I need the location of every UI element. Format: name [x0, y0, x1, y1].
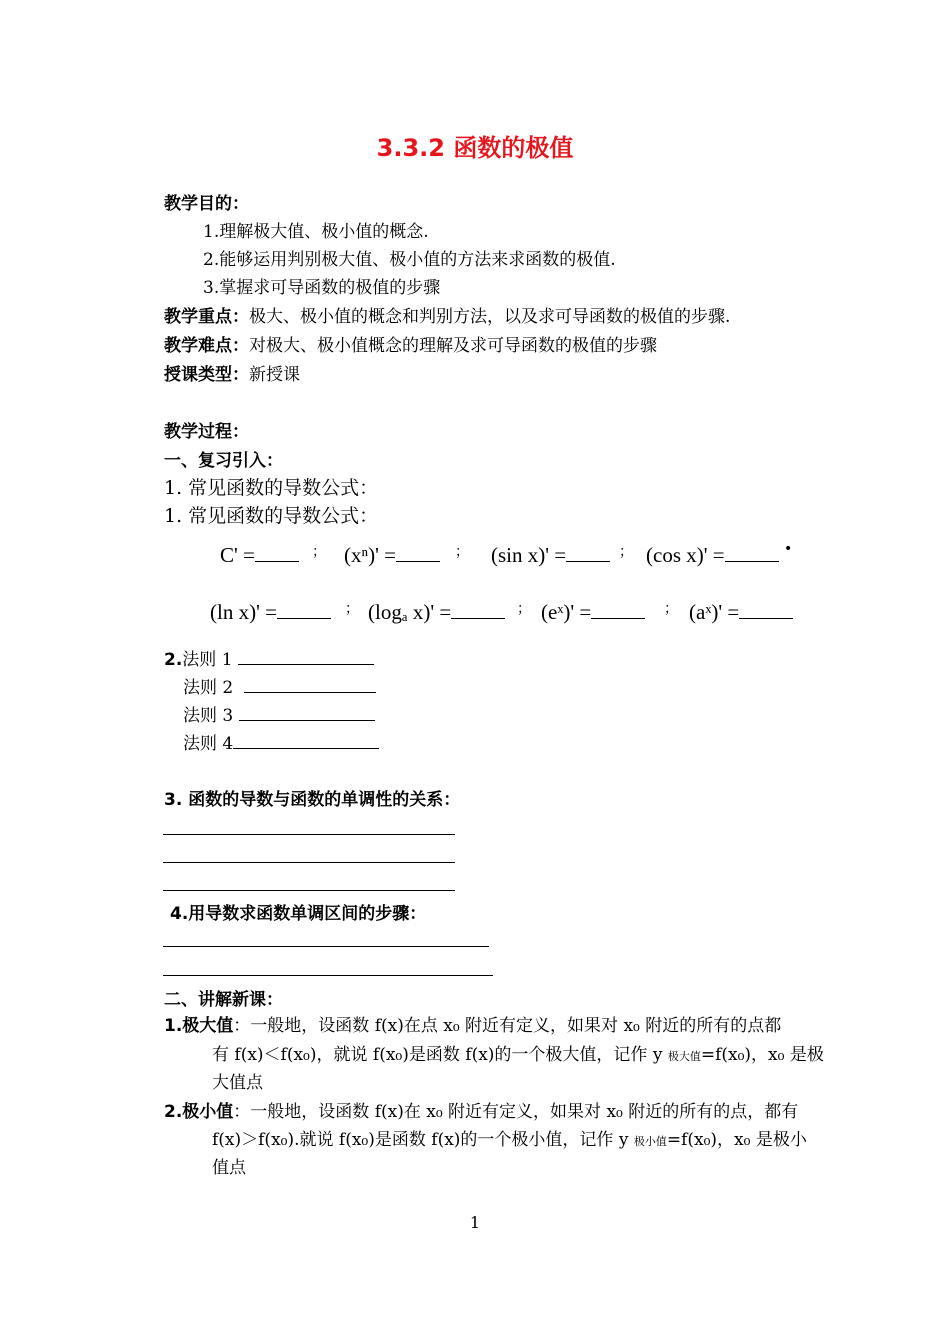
formula-log [368, 600, 505, 625]
formula-ln-text: (ln x)' = [210, 600, 277, 624]
lesson-type-label: 授课类型： [164, 365, 249, 385]
formula-constant [220, 543, 299, 568]
answer-blank [244, 674, 376, 693]
lesson-type [164, 363, 300, 387]
formula-exp [541, 600, 645, 625]
semicolon: ； [345, 601, 359, 617]
rule-line [183, 702, 375, 728]
formula-ln [210, 600, 331, 625]
answer-line [163, 890, 455, 891]
section1-item1-repeat: 1. 常见函数的导数公式： [164, 505, 379, 527]
objective-item: 1.理解极大值、极小值的概念. [203, 222, 429, 242]
answer-blank [566, 543, 610, 562]
rule-label: 法则 1 [182, 650, 233, 670]
min-subscript: 极小值 [633, 1135, 667, 1148]
answer-line [163, 834, 455, 835]
min-label: 2.极小值 [164, 1102, 234, 1122]
rule-label: 法则 3 [183, 706, 234, 726]
semicolon: ； [664, 601, 678, 617]
max-definition-line2 [212, 1043, 824, 1069]
key-point-text: 极大、极小值的概念和判别方法，以及求可导函数的极值的步骤. [249, 307, 731, 327]
min-line1: ：一般地，设函数 f(x)在 x₀ 附近有定义，如果对 x₀ 附近的所有的点，都有 [233, 1102, 799, 1122]
rule-line [183, 674, 376, 700]
max-line2-a: 有 f(x)＜f(x₀)，就说 f(x₀)是函数 f(x)的一个极大值，记作 y [212, 1045, 668, 1065]
min-line2-a: f(x)＞f(x₀).就说 f(x₀)是函数 f(x)的一个极小值，记作 y [212, 1130, 634, 1150]
answer-blank [233, 730, 379, 749]
difficulty-label: 教学难点： [164, 336, 249, 356]
semicolon: ； [312, 544, 326, 560]
answer-blank [451, 600, 505, 619]
difficulty-text: 对极大、极小值概念的理解及求可导函数的极值的步骤 [249, 336, 657, 356]
key-point-label: 教学重点： [164, 307, 249, 327]
formula-sin [491, 543, 610, 568]
objectives-heading: 教学目的： [164, 194, 249, 214]
objective-item: 2.能够运用判别极大值、极小值的方法来求函数的极值. [203, 250, 616, 270]
semicolon: ； [517, 601, 531, 617]
section1-item3: 3. 函数的导数与函数的单调性的关系： [164, 790, 461, 810]
max-line2-b: =f(x₀)，x₀ 是极 [700, 1045, 824, 1065]
formula-cos [646, 543, 779, 568]
rule-line [183, 730, 379, 756]
max-subscript: 极大值 [667, 1050, 701, 1063]
page-title: 3.3.2 函数的极值 [376, 134, 574, 162]
formula-exp-text: (eˣ)' = [541, 600, 592, 624]
key-point [164, 305, 730, 329]
answer-line [163, 975, 493, 976]
answer-blank [739, 600, 793, 619]
answer-line [163, 946, 489, 947]
process-heading: 教学过程： [164, 422, 249, 442]
formula-ax-text: (aˣ)' = [689, 600, 740, 624]
section2-heading: 二、讲解新课： [164, 990, 283, 1010]
answer-blank [591, 600, 645, 619]
dot: • [784, 541, 793, 557]
rules-prefix: 2. [164, 650, 183, 670]
section1-item4: 4.用导数求函数单调区间的步骤： [170, 904, 427, 924]
answer-blank [238, 646, 374, 665]
rule-line [164, 646, 374, 672]
answer-blank [725, 543, 779, 562]
answer-line [163, 862, 455, 863]
formula-log-text: (logₐ x)' = [368, 600, 452, 624]
formula-constant-text: C' = [220, 543, 255, 567]
min-definition-line1 [164, 1100, 798, 1124]
semicolon: ； [455, 544, 469, 560]
max-label: 1.极大值 [164, 1016, 234, 1036]
answer-blank [255, 543, 299, 562]
answer-blank [239, 702, 375, 721]
max-line1: ：一般地，设函数 f(x)在点 x₀ 附近有定义，如果对 x₀ 附近的所有的点都 [233, 1016, 782, 1036]
formula-power [344, 543, 440, 568]
formula-power-text: (xⁿ)' = [344, 543, 396, 567]
semicolon: ； [619, 544, 633, 560]
formula-cos-text: (cos x)' = [646, 543, 725, 567]
objective-item: 3.掌握求可导函数的极值的步骤 [203, 278, 441, 298]
formula-ax [689, 600, 793, 625]
max-line3: 大值点 [212, 1073, 263, 1093]
min-line3: 值点 [212, 1158, 246, 1178]
max-definition-line1 [164, 1014, 781, 1038]
page-number: 1 [469, 1213, 481, 1232]
section1-heading: 一、复习引入： [164, 451, 283, 471]
rule-label: 法则 4 [183, 734, 234, 754]
formula-sin-text: (sin x)' = [491, 543, 567, 567]
min-line2-b: =f(x₀)，x₀ 是极小 [666, 1130, 807, 1150]
rule-label: 法则 2 [183, 678, 234, 698]
section1-item1: 1. 常见函数的导数公式： [164, 477, 379, 499]
difficulty [164, 334, 657, 358]
min-definition-line2 [212, 1128, 807, 1154]
answer-blank [396, 543, 440, 562]
answer-blank [277, 600, 331, 619]
lesson-type-text: 新授课 [249, 365, 300, 385]
